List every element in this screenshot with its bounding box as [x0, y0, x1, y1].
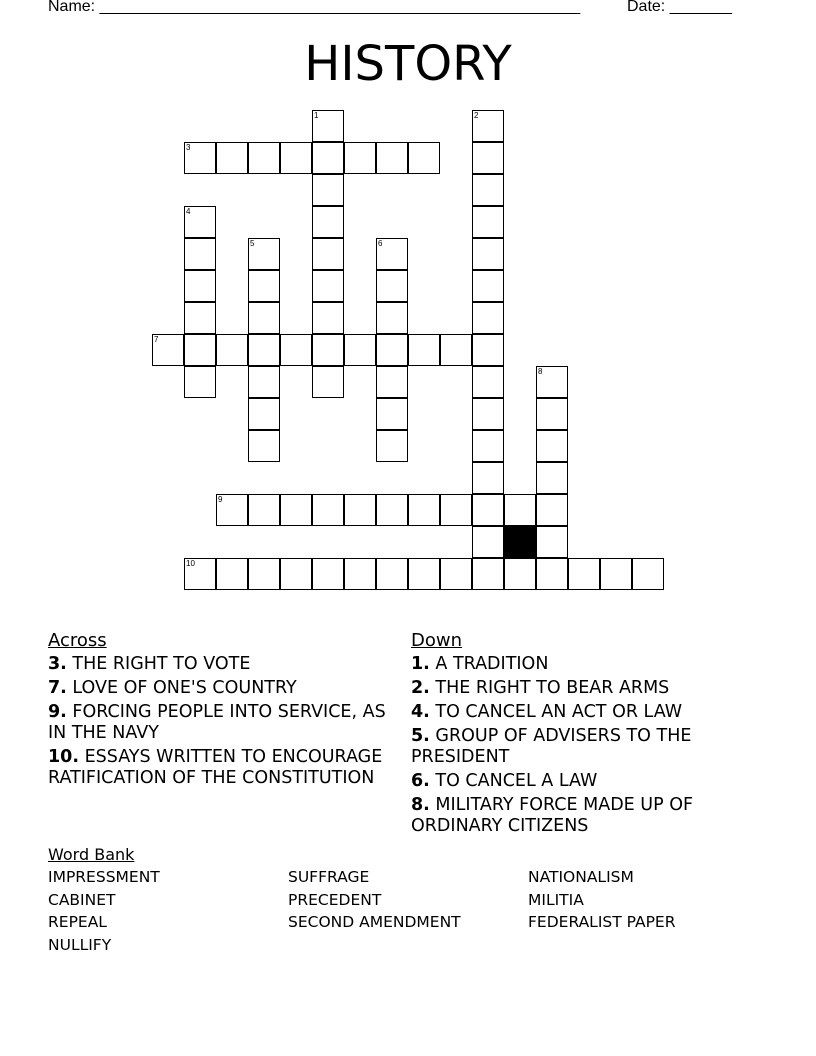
- crossword-cell[interactable]: [472, 270, 504, 302]
- word-bank-item: REPEAL: [48, 913, 107, 931]
- crossword-cell[interactable]: [600, 558, 632, 590]
- clue-text: A TRADITION: [435, 654, 549, 674]
- crossword-cell[interactable]: [472, 302, 504, 334]
- crossword-cell[interactable]: [376, 366, 408, 398]
- down-heading: Down: [411, 630, 463, 651]
- clue-number: 4.: [411, 702, 430, 722]
- date-field[interactable]: Date: _______: [627, 0, 732, 15]
- crossword-cell[interactable]: [280, 334, 312, 366]
- crossword-cell[interactable]: [184, 334, 216, 366]
- crossword-cell[interactable]: [312, 142, 344, 174]
- crossword-cell[interactable]: [536, 462, 568, 494]
- word-bank-item: NULLIFY: [48, 936, 112, 954]
- clue-text: THE RIGHT TO BEAR ARMS: [435, 678, 670, 698]
- crossword-cell[interactable]: [376, 142, 408, 174]
- down-clue-5: [411, 726, 771, 768]
- clue-text: FORCING PEOPLE INTO SERVICE, AS IN THE NAVY: [48, 702, 386, 743]
- crossword-cell[interactable]: [248, 366, 280, 398]
- crossword-cell[interactable]: [312, 174, 344, 206]
- crossword-cell[interactable]: [248, 430, 280, 462]
- name-field[interactable]: Name: ______________________________________________________: [48, 0, 581, 15]
- clue-text: LOVE OF ONE'S COUNTRY: [72, 678, 297, 698]
- crossword-cell[interactable]: [184, 270, 216, 302]
- clue-text: TO CANCEL A LAW: [435, 771, 598, 791]
- crossword-cell[interactable]: [344, 142, 376, 174]
- crossword-cell[interactable]: [216, 334, 248, 366]
- crossword-cell[interactable]: [376, 430, 408, 462]
- clue-text: TO CANCEL AN ACT OR LAW: [435, 702, 683, 722]
- crossword-cell[interactable]: [184, 366, 216, 398]
- crossword-cell[interactable]: [248, 238, 280, 270]
- word-bank-item: SUFFRAGE: [288, 868, 370, 886]
- clue-number-label: 4: [186, 207, 191, 216]
- crossword-cell[interactable]: [472, 398, 504, 430]
- crossword-cell[interactable]: [408, 558, 440, 590]
- crossword-cell[interactable]: [184, 302, 216, 334]
- crossword-cell[interactable]: [248, 142, 280, 174]
- crossword-cell[interactable]: [216, 558, 248, 590]
- clue-number: 10.: [48, 747, 80, 767]
- across-clue-9: [48, 702, 400, 744]
- word-bank-item: SECOND AMENDMENT: [288, 913, 461, 931]
- clue-number: 9.: [48, 702, 67, 722]
- crossword-cell[interactable]: [184, 206, 216, 238]
- crossword-cell[interactable]: [472, 558, 504, 590]
- crossword-cell[interactable]: [312, 110, 344, 142]
- clue-number-label: 9: [218, 495, 223, 504]
- word-bank-item: FEDERALIST PAPER: [528, 913, 676, 931]
- crossword-cell[interactable]: [376, 398, 408, 430]
- crossword-cell[interactable]: [408, 334, 440, 366]
- crossword-cell[interactable]: [632, 558, 664, 590]
- clue-number: 5.: [411, 726, 430, 746]
- crossword-cell[interactable]: [408, 494, 440, 526]
- clue-number-label: 3: [186, 143, 191, 152]
- crossword-cell[interactable]: [248, 558, 280, 590]
- clue-number: 8.: [411, 795, 430, 815]
- clue-text: ESSAYS WRITTEN TO ENCOURAGE RATIFICATION OF THE CONSTITUTION: [48, 747, 383, 788]
- clue-text: GROUP OF ADVISERS TO THE PRESIDENT: [411, 726, 692, 767]
- word-bank-heading: Word Bank: [48, 845, 135, 864]
- crossword-cell[interactable]: [376, 302, 408, 334]
- down-clue-8: [411, 795, 771, 837]
- crossword-cell[interactable]: [408, 142, 440, 174]
- crossword-cell[interactable]: [312, 270, 344, 302]
- crossword-cell[interactable]: [376, 270, 408, 302]
- clue-text: MILITARY FORCE MADE UP OF ORDINARY CITIZENS: [411, 795, 694, 836]
- crossword-cell[interactable]: [376, 238, 408, 270]
- crossword-cell[interactable]: [536, 526, 568, 558]
- across-clues: [48, 628, 400, 792]
- crossword-cell[interactable]: [312, 334, 344, 366]
- crossword-cell[interactable]: [472, 366, 504, 398]
- word-bank-item: IMPRESSMENT: [48, 868, 160, 886]
- crossword-cell[interactable]: [536, 398, 568, 430]
- crossword-cell[interactable]: [536, 558, 568, 590]
- crossword-cell[interactable]: [344, 334, 376, 366]
- crossword-cell[interactable]: [184, 238, 216, 270]
- crossword-cell[interactable]: [440, 334, 472, 366]
- crossword-cell[interactable]: [504, 494, 536, 526]
- down-clue-1: [411, 654, 771, 675]
- crossword-cell[interactable]: [536, 430, 568, 462]
- crossword-cell[interactable]: [184, 558, 216, 590]
- crossword-cell[interactable]: [344, 558, 376, 590]
- crossword-cell[interactable]: [568, 558, 600, 590]
- crossword-cell[interactable]: [472, 142, 504, 174]
- crossword-cell[interactable]: [472, 526, 504, 558]
- crossword-cell[interactable]: [472, 462, 504, 494]
- page-title: HISTORY: [304, 36, 512, 92]
- clue-number: 6.: [411, 771, 430, 791]
- crossword-cell[interactable]: [312, 238, 344, 270]
- crossword-cell[interactable]: [280, 494, 312, 526]
- crossword-block: [504, 526, 536, 558]
- clue-number-label: 2: [474, 111, 479, 120]
- crossword-cell[interactable]: [376, 334, 408, 366]
- across-heading: Across: [48, 630, 107, 651]
- word-bank-item: CABINET: [48, 891, 116, 909]
- crossword-cell[interactable]: [440, 558, 472, 590]
- clue-number: 2.: [411, 678, 430, 698]
- crossword-cell[interactable]: [440, 494, 472, 526]
- across-clue-7: [48, 678, 400, 699]
- across-clue-3: [48, 654, 400, 675]
- crossword-cell[interactable]: [312, 558, 344, 590]
- down-clue-6: [411, 771, 771, 792]
- crossword-cell[interactable]: [312, 302, 344, 334]
- crossword-cell[interactable]: [472, 430, 504, 462]
- down-clue-4: [411, 702, 771, 723]
- crossword-cell[interactable]: [504, 558, 536, 590]
- clue-number: 1.: [411, 654, 430, 674]
- crossword-cell[interactable]: [216, 142, 248, 174]
- down-clue-2: [411, 678, 771, 699]
- word-bank-item: PRECEDENT: [288, 891, 382, 909]
- clue-number-label: 1: [314, 111, 319, 120]
- word-bank-item: MILITIA: [528, 891, 584, 909]
- clue-text: THE RIGHT TO VOTE: [72, 654, 251, 674]
- down-clues: [411, 628, 771, 840]
- crossword-cell[interactable]: [472, 334, 504, 366]
- clue-number-label: 10: [186, 559, 195, 568]
- crossword-cell[interactable]: [280, 558, 312, 590]
- crossword-cell[interactable]: [248, 302, 280, 334]
- crossword-cell[interactable]: [376, 494, 408, 526]
- crossword-cell[interactable]: [472, 206, 504, 238]
- clue-number-label: 8: [538, 367, 543, 376]
- crossword-cell[interactable]: [248, 494, 280, 526]
- clue-number: 3.: [48, 654, 67, 674]
- crossword-cell[interactable]: [536, 366, 568, 398]
- crossword-cell[interactable]: [248, 398, 280, 430]
- clue-number-label: 7: [154, 335, 159, 344]
- crossword-cell[interactable]: [312, 206, 344, 238]
- crossword-cell[interactable]: [376, 558, 408, 590]
- word-bank-item: NATIONALISM: [528, 868, 634, 886]
- crossword-cell[interactable]: [472, 110, 504, 142]
- crossword-cell[interactable]: [152, 334, 184, 366]
- clue-number-label: 5: [250, 239, 255, 248]
- crossword-cell[interactable]: [312, 366, 344, 398]
- crossword-cell[interactable]: [248, 334, 280, 366]
- crossword-cell[interactable]: [312, 494, 344, 526]
- crossword-cell[interactable]: [472, 238, 504, 270]
- crossword-cell[interactable]: [216, 494, 248, 526]
- across-clue-10: [48, 747, 400, 789]
- crossword-cell[interactable]: [472, 174, 504, 206]
- crossword-cell[interactable]: [184, 142, 216, 174]
- crossword-cell[interactable]: [248, 270, 280, 302]
- crossword-cell[interactable]: [472, 494, 504, 526]
- clue-number-label: 6: [378, 239, 383, 248]
- clue-number: 7.: [48, 678, 67, 698]
- crossword-cell[interactable]: [536, 494, 568, 526]
- crossword-cell[interactable]: [344, 494, 376, 526]
- crossword-cell[interactable]: [280, 142, 312, 174]
